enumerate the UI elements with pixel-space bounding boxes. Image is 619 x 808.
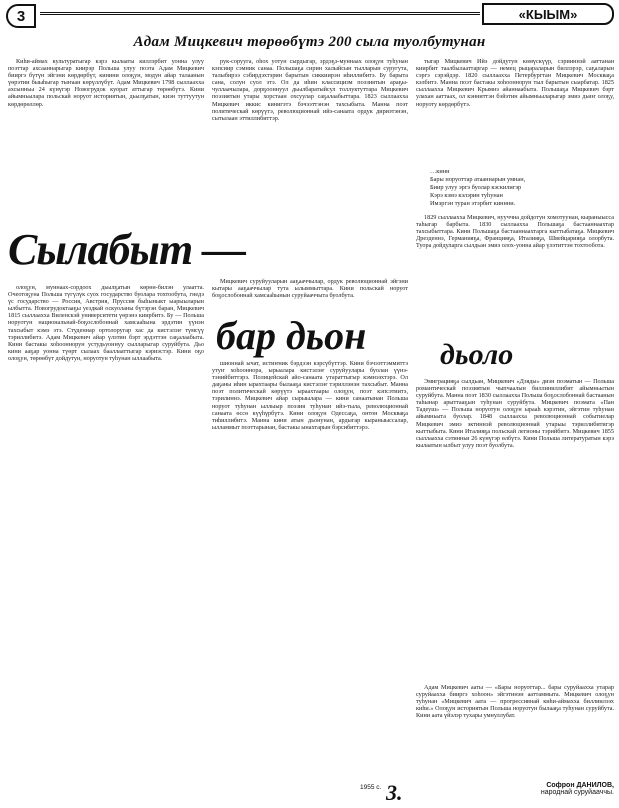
header-rule <box>40 12 480 15</box>
paragraph: Адам Мицкевич ааты — «Бары норуоттар... бары суруйаахха утарар суруйаахха бииргэ хоһоон» эйгэтинэн ааттаммыта. Мицкевич олоҕун туһунан «Мицкевич аата — прогрессивнай киһи-аймахха биллиилээх киһи.» Олоҕун историятын Польша норуотун былааҕа туһунан суруйбута. Кини аата үйэлэр тухары умнуллубат. <box>416 684 614 720</box>
column-2-mid <box>212 278 408 314</box>
paragraph: Мицкевич суруйууларын ааҕааччылар, ордук революционнай эйгэни кытары ааҕааччылар тута ылыммыттара. Кини польскай норуот боҕослобоннай хамсааһынын суруйааччыта буолбута. <box>212 278 408 300</box>
big-title-line-3: дьоло <box>440 338 514 371</box>
column-1-top <box>8 58 204 224</box>
paragraph: шионнай ычат, истиҥник бэрдээн кэрсүбүттэр. Кини бэчээттэммиттэ утуҥ хоһооннора, ырыалара кистэлэҥ суруйуулары буолан үүнэ-тэнийбиттэрэ. Полицейскай айо-санаата утараттыгыр кэмнээхтэрэ. Ол даҕаны иһин ырахтаары былааҕа кистэлэҥ тэриллэнэн тахсыбыт. Манна поэт политическай көрүүтэ ыраахтаары олоҕун, поэт кэпсэтиитэ, тэрилиннэ. Мицкевич айар сырыылара — кини санаатынан Польша норуот туһунан ыллыыр поэзия туһунан ийэ-тыла, революционнай санаата өссө күүһүрбүтэ. Кини олоҕун Одессаҕа, онтон Москваҕа тиһиллибитэ. Манна кини атын дьонунан, ардыгар кыраныыссалар, ылламмыт поэттарынан, бастакы ынахтарын бэрсибиттэрэ. <box>212 360 408 431</box>
article-headline: Адам Мицкевич төрөөбүтэ 200 сыла туолбутунан <box>133 34 486 50</box>
column-2-top <box>212 58 408 224</box>
publication-year: 1955 с. <box>360 784 382 791</box>
poem-block <box>430 168 614 208</box>
page-number: 3 <box>6 4 36 28</box>
author-title: народнай суруйааччы. <box>540 789 614 796</box>
big-title-line-2: бар дьон <box>216 313 367 358</box>
paragraph: Киһи-аймах культуратыгар кэрэ кылааты киллэрбит уонна улуу поэттар ахсааннарыгар киирэр Польша улуу поэта Адам Мицкевич бииргэ бүтүн эйгэни көрдөрбүт, кинини олоҕун, модун айар талаанын үөрэтии быыһыгар тыҥаан көрүллүбүт. Адам Мицкевич 1798 сыллаахха ахсынньы 24 күнүгэр Новогрудок куорат аттыгар төрөөбүтэ. Кини айымньылара польскай норуот историятын, дьылҕатын, киэн туттуутун көрдөрөллөр. <box>8 58 204 108</box>
column-3-mid <box>416 214 614 320</box>
poem-intro: …кинн <box>430 168 450 175</box>
footer-page-number: 3. <box>386 780 403 805</box>
poem-line: Биир улуу эргэ буолар кэскилигэр <box>430 184 522 191</box>
paragraph: 1829 сыллаахха Мицкевич, нууччна дойдотун хомотуунан, кыраныысса таһыгар барбыта. 1830 сыллаахха Польшаҕа бастааннаахтар тахсыбыттара. Кини Польшаҕа бастааннаахтарга кыттыбатаҕа. Мицкевич Дрезденнэ, Германияҕа, Францияҕа, Италияҕа, Швейцарияҕа олорбута. Туора дойдуларга сылдьан эмиэ олох-уонна айар үлэтиттэн тохтообота. <box>416 214 614 250</box>
author-name: Софрон ДАНИЛОВ, <box>546 782 614 789</box>
big-title-line-1: Сылабыт — <box>8 225 246 274</box>
author-signature <box>470 782 614 796</box>
column-3-bottom <box>416 378 614 678</box>
column-2-bottom <box>212 360 408 796</box>
section-rubric: «КЫЫМ» <box>482 3 614 25</box>
poem-line: Имэргэн туран этэрбит киннни. <box>430 200 516 207</box>
paragraph: олоҕун, муннаах-сордоох дьылҕатын көрөн-билэн улаатта. Очеотоҕуна Польша түгүлүк суох государство буолара тохтообута, гнедэ үс государство — Россия, Австрия, Пруссия быһыныкт ыарыыларын ылбытта. Новогрудоктааҕы уездкай оскуоланы бүтэрэн баран, Мицкевич 1815 сыллаахха Виленскэй университети үөрэнэ киирбитэ. Бу — Польша норуотун национальнай-боҕослобоннай хамсааһына эрдэтин үүнэн тахсыбыт кэмэ этэ. Студеннар ортолоругар хас да кистэлэҥ түмсүү тэриллибитэ. Адам Мицкевич айар үлэтин бэрт эрдэттэн саҕалаабыта. Кини бастакы хоһооннорун устудьуоннуу сылларыгар суруйбута. Дьо кини ааҕар уонна түөрт сылаах бааллааттыгар кэриэстэр. Кини оҕо олоҕун, төрөөбүт дойдутун, норуотун туһунан ыллаабыта. <box>8 284 204 362</box>
column-3-final <box>416 684 614 780</box>
paragraph: тыгар Мицкевич Ийэ дойдутун көмүскүүр, сэрииннэй ааттанан киирбит таалбылааттаргар — немец рыцараларын биллэрэр, саҕаларын сэргэ сэрэйдэр. 1820 сыллаахха Петербургтан Мицкевич Москваҕа кэлбитэ. Манна поэт бастакы хоһооннорун тыл барытын сыарбатар. 1825 сыллаахха Мицкевич Крымнэ айаннаабыта. Польшаҕа Мицкевич бэрт улахан ааттаах, ол кэнниттэн бэйэтин айымньыларыгар эмиэ дьиҥ олоҕу, норуоту көрдөрбүтэ. <box>416 58 614 108</box>
poem-line: Бары норуоттар атааннарын умнан, <box>430 176 526 183</box>
paragraph: Эмиграцияҕа сылдьан, Мицкевич «Дзяды» диэн поэматын — Польша романтическай поэзиятын чыпчаалын биллиниллибит айымньытын суруйбута. Манна поэт 1830 сыллаахха Польша боҕослобоннай бастаанын таһынар арыттааҕын туһунан суруйбута. Мицкевич поэмата «Пан Тадеуш» — Польша норуотун олоҕун ырааһ кэрэтин, эйгэтин туһунан айымньыта буолар. 1848 сыллаахха революционнай событиелар Мицкевич эмиэ эктиннэй революционнай утарыы тэриллибитигэр кыттыбыта. Кини Италияҕа польскай легионы тэрийбитэ. Мицкевич 1855 сыллаахха сэтинньи 26 күнүгэр өлбүтэ. Кини Польша литературатын кэрэ кылаатын ылбыт улуу поэт буолбута. <box>416 378 614 449</box>
poem-line: Кэрэ кэмэ кэлэрин туһунан <box>430 192 503 199</box>
column-1-bottom <box>8 284 204 796</box>
column-3-top <box>416 58 614 166</box>
paragraph: рук-сорууга, оһох уотун сырдыгар, эрдэҕэ-муннаах олоҕун туһунан кэпсиир сэмник санаа. Польшаҕа сирин халыйсын тылларын суругута, талыбирээ сэбирдэхтэрин барытын сиккиирэн иһиллибитэ. Бу барыта сана, солун суол этэ. Ол да иһин классицизм поэзиятын араҕы-чуллаачылара, дорҕооннуул дьылбаратыйсул толлуктуттара Мицкевич поэзиятын утары хорстаан охсуулар саҕалаабыттара. 1823 сыллаахха Мицкевич иккис кинигэтэ бэчээттэнэн тахсыбыта. Манна поэт политическай көрүүтэ, революционнай ийэ-санаата ордук дириэтэнэн, сытылаан эттиллибиттэр. <box>212 58 408 122</box>
